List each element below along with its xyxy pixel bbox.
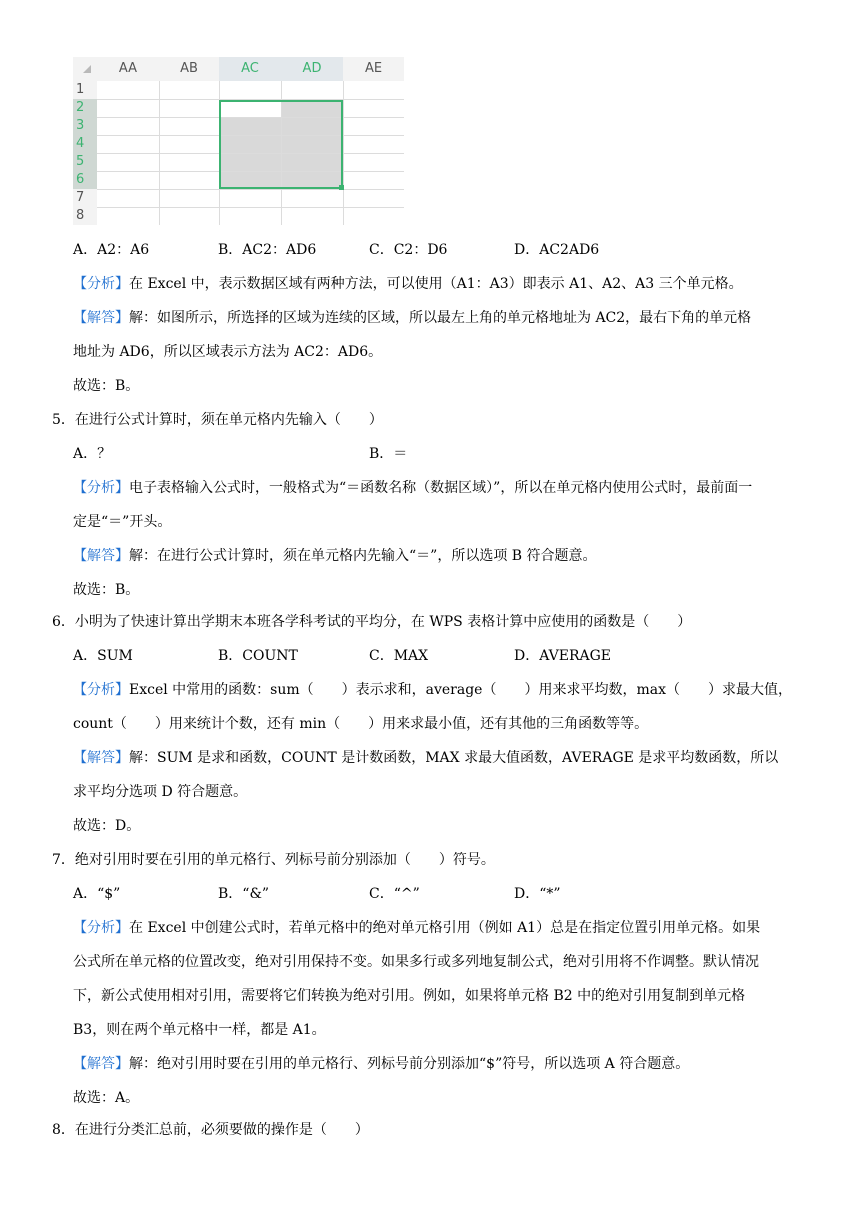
q5-answer xyxy=(73,546,597,566)
column-header-aa: AA xyxy=(97,57,159,81)
analysis-tag: 【分析】 xyxy=(73,480,129,496)
row-header-1: 1 xyxy=(73,81,97,99)
q7-answer xyxy=(73,1054,689,1074)
row-header-7: 7 xyxy=(73,189,97,207)
row-header-6: 6 xyxy=(73,171,97,189)
q7-analysis-text-2: 公式所在单元格的位置改变，绝对引用保持不变。如果多行或多列地复制公式，绝对引用将不作调整。默认情况 xyxy=(73,954,759,970)
q6-choice: 故选：D。 xyxy=(73,818,141,834)
q4-option-b: B．AC2：AD6 xyxy=(218,242,317,258)
column-header-ad: AD xyxy=(281,57,343,81)
q7-question: 7．绝对引用时要在引用的单元格行、列标号前分别添加（ ）符号。 xyxy=(52,852,495,868)
grid-line xyxy=(97,189,404,190)
q5-option-a: A．？ xyxy=(73,446,112,462)
q4-answer-text-2: 地址为 AD6，所以区域表示方法为 AC2：AD6。 xyxy=(73,344,383,360)
q5-analysis-text-2: 定是“＝”开头。 xyxy=(73,514,172,530)
q5-analysis-text-1: 电子表格输入公式时，一般格式为“＝函数名称（数据区域）”，所以在单元格内使用公式时，最前面一 xyxy=(129,480,753,496)
q6-option-b: B．COUNT xyxy=(218,648,298,664)
selection-border xyxy=(219,100,343,189)
q6-answer-text-1: 解：SUM 是求和函数，COUNT 是计数函数，MAX 求最大值函数，AVERAGE 是求平均数函数，所以 xyxy=(129,750,779,766)
q6-answer-text-2: 求平均分选项 D 符合题意。 xyxy=(73,784,248,800)
q6-analysis-text-1: Excel 中常用的函数：sum（ ）表示求和，average（ ）用来求平均数，max（ ）求最大值， xyxy=(129,682,792,698)
q7-choice: 故选：A。 xyxy=(73,1090,140,1106)
q4-answer-text-1: 解：如图所示，所选择的区域为连续的区域，所以最左上角的单元格地址为 AC2，最右下角的单元格 xyxy=(129,310,752,326)
column-header-ac: AC xyxy=(219,57,281,81)
q5-answer-text: 解：在进行公式计算时，须在单元格内先输入“＝”，所以选项 B 符合题意。 xyxy=(129,548,597,564)
select-all-corner xyxy=(73,57,97,81)
answer-tag: 【解答】 xyxy=(73,310,129,326)
q7-option-b: B．“&” xyxy=(218,886,270,902)
q7-analysis-text-1: 在 Excel 中创建公式时，若单元格中的绝对单元格引用（例如 A1）总是在指定位置引用单元格。如果 xyxy=(129,920,761,936)
q4-option-a: A．A2：A6 xyxy=(73,242,150,258)
column-header-ab: AB xyxy=(159,57,219,81)
q7-option-a: A．“$” xyxy=(73,886,121,902)
spreadsheet-figure xyxy=(73,57,404,225)
q4-option-d: D．AC2AD6 xyxy=(514,242,600,258)
row-header-3: 3 xyxy=(73,117,97,135)
q5-question: 5．在进行公式计算时，须在单元格内先输入（ ） xyxy=(52,412,383,428)
q7-answer-text: 解：绝对引用时要在引用的单元格行、列标号前分别添加“$”符号，所以选项 A 符合题意。 xyxy=(129,1056,690,1072)
row-header-4: 4 xyxy=(73,135,97,153)
fill-handle xyxy=(339,185,344,190)
q6-analysis xyxy=(73,680,792,700)
q7-analysis-text-3: 下，新公式使用相对引用，需要将它们转换为绝对引用。例如，如果将单元格 B2 中的绝对引用复制到单元格 xyxy=(73,988,746,1004)
analysis-tag: 【分析】 xyxy=(73,682,129,698)
q4-choice: 故选：B。 xyxy=(73,378,140,394)
q6-analysis-text-2: count（ ）用来统计个数，还有 min（ ）用来求最小值，还有其他的三角函数等等。 xyxy=(73,716,649,732)
q4-option-c: C．C2：D6 xyxy=(369,242,448,258)
q6-option-c: C．MAX xyxy=(369,648,429,664)
answer-tag: 【解答】 xyxy=(73,548,129,564)
grid-line xyxy=(97,207,404,208)
q7-analysis xyxy=(73,918,760,938)
row-header-2: 2 xyxy=(73,99,97,117)
q5-analysis xyxy=(73,478,752,498)
row-header-8: 8 xyxy=(73,207,97,225)
q5-option-b: B．＝ xyxy=(369,446,408,462)
q4-analysis-text: 在 Excel 中，表示数据区域有两种方法，可以使用（A1：A3）即表示 A1、A2、A3 三个单元格。 xyxy=(129,276,743,292)
q5-choice: 故选：B。 xyxy=(73,582,140,598)
q6-option-a: A．SUM xyxy=(73,648,133,664)
answer-tag: 【解答】 xyxy=(73,750,129,766)
q7-option-d: D．“*” xyxy=(514,886,561,902)
answer-tag: 【解答】 xyxy=(73,1056,129,1072)
column-header-ae: AE xyxy=(343,57,404,81)
q8-question: 8．在进行分类汇总前，必须要做的操作是（ ） xyxy=(52,1122,369,1138)
q6-answer xyxy=(73,748,778,768)
q7-analysis-text-4: B3，则在两个单元格中一样，都是 A1。 xyxy=(73,1022,326,1038)
q6-option-d: D．AVERAGE xyxy=(514,648,612,664)
q4-analysis xyxy=(73,274,743,294)
analysis-tag: 【分析】 xyxy=(73,276,129,292)
q4-answer xyxy=(73,308,751,328)
analysis-tag: 【分析】 xyxy=(73,920,129,936)
row-header-5: 5 xyxy=(73,153,97,171)
q7-option-c: C．“^” xyxy=(369,886,420,902)
q6-question: 6．小明为了快速计算出学期末本班各学科考试的平均分，在 WPS 表格计算中应使用的函数是（ ） xyxy=(52,614,692,630)
